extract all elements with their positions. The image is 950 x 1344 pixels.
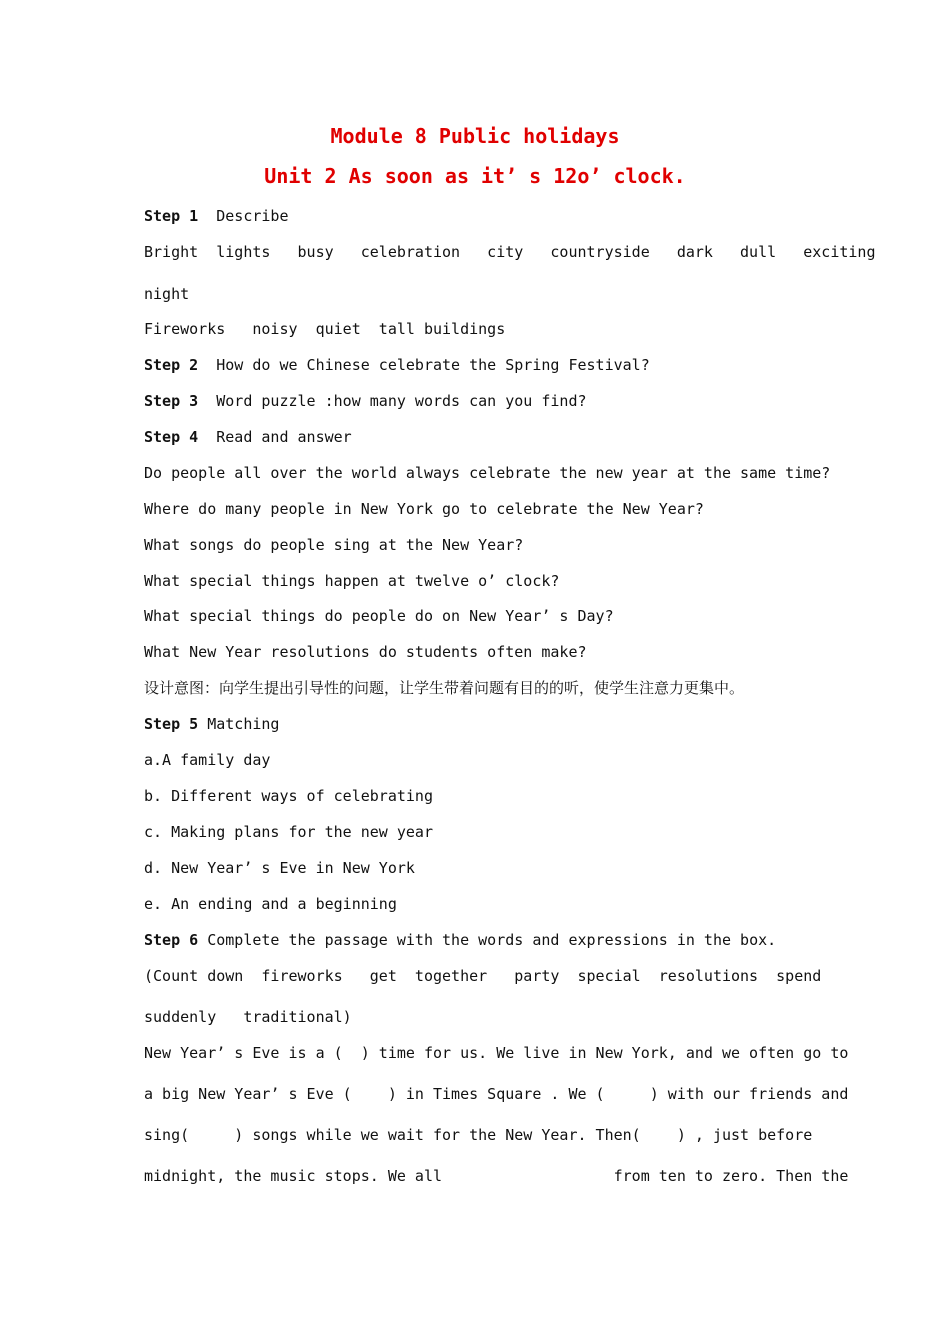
- word-box-line-1: (Count down fireworks get together party special resolutions spend: [144, 967, 822, 985]
- step-6-text: Complete the passage with the words and expressions in the box.: [198, 931, 777, 949]
- passage-line: a big New Year’ s Eve ( ) in Times Square . We ( ) with our friends and: [144, 1085, 849, 1103]
- question: What New Year resolutions do students often make?: [144, 643, 587, 661]
- step-5: [144, 714, 279, 734]
- matching-item: e. An ending and a beginning: [144, 895, 397, 913]
- step-3-label: Step 3: [144, 392, 199, 410]
- module-title: Module 8 Public holidays: [330, 124, 620, 148]
- step-5-label: Step 5: [144, 715, 199, 733]
- step-4-label: Step 4: [144, 428, 199, 446]
- word-box-line-2: suddenly traditional): [144, 1008, 352, 1026]
- step-4: [144, 427, 352, 447]
- design-note: 设计意图：向学生提出引导性的问题，让学生带着问题有目的的听，使学生注意力更集中。: [144, 679, 745, 697]
- step-6: [144, 930, 776, 950]
- step-6-label: Step 6: [144, 931, 199, 949]
- unit-title: Unit 2 As soon as it’ s 12o’ clock.: [264, 164, 686, 188]
- step-5-text: Matching: [198, 715, 280, 733]
- matching-item: a.A family day: [144, 751, 271, 769]
- vocab-line-3: Fireworks noisy quiet tall buildings: [144, 320, 506, 338]
- vocab-line-1: Bright lights busy celebration city countryside dark dull exciting: [144, 243, 876, 261]
- matching-item: d. New Year’ s Eve in New York: [144, 859, 415, 877]
- matching-item: b. Different ways of celebrating: [144, 787, 433, 805]
- question: What special things do people do on New Year’ s Day?: [144, 607, 614, 625]
- step-4-text: Read and answer: [198, 428, 352, 446]
- step-1: [144, 206, 289, 226]
- question: What songs do people sing at the New Year?: [144, 536, 524, 554]
- passage-line: sing( ) songs while we wait for the New Year. Then( ) , just before: [144, 1126, 813, 1144]
- step-1-text: Describe: [198, 207, 289, 225]
- step-3-text: Word puzzle :how many words can you find?: [198, 392, 587, 410]
- step-2-label: Step 2: [144, 356, 199, 374]
- step-3: [144, 391, 587, 411]
- question: Do people all over the world always celebrate the new year at the same time?: [144, 464, 831, 482]
- step-1-label: Step 1: [144, 207, 199, 225]
- step-2: [144, 355, 650, 375]
- vocab-line-2: night: [144, 285, 190, 303]
- passage-line: midnight, the music stops. We all from ten to zero. Then the: [144, 1167, 849, 1185]
- step-2-text: How do we Chinese celebrate the Spring Festival?: [198, 356, 650, 374]
- question: What special things happen at twelve o’ clock?: [144, 572, 560, 590]
- passage-line: New Year’ s Eve is a ( ) time for us. We live in New York, and we often go to: [144, 1044, 849, 1062]
- question: Where do many people in New York go to celebrate the New Year?: [144, 500, 704, 518]
- matching-item: c. Making plans for the new year: [144, 823, 433, 841]
